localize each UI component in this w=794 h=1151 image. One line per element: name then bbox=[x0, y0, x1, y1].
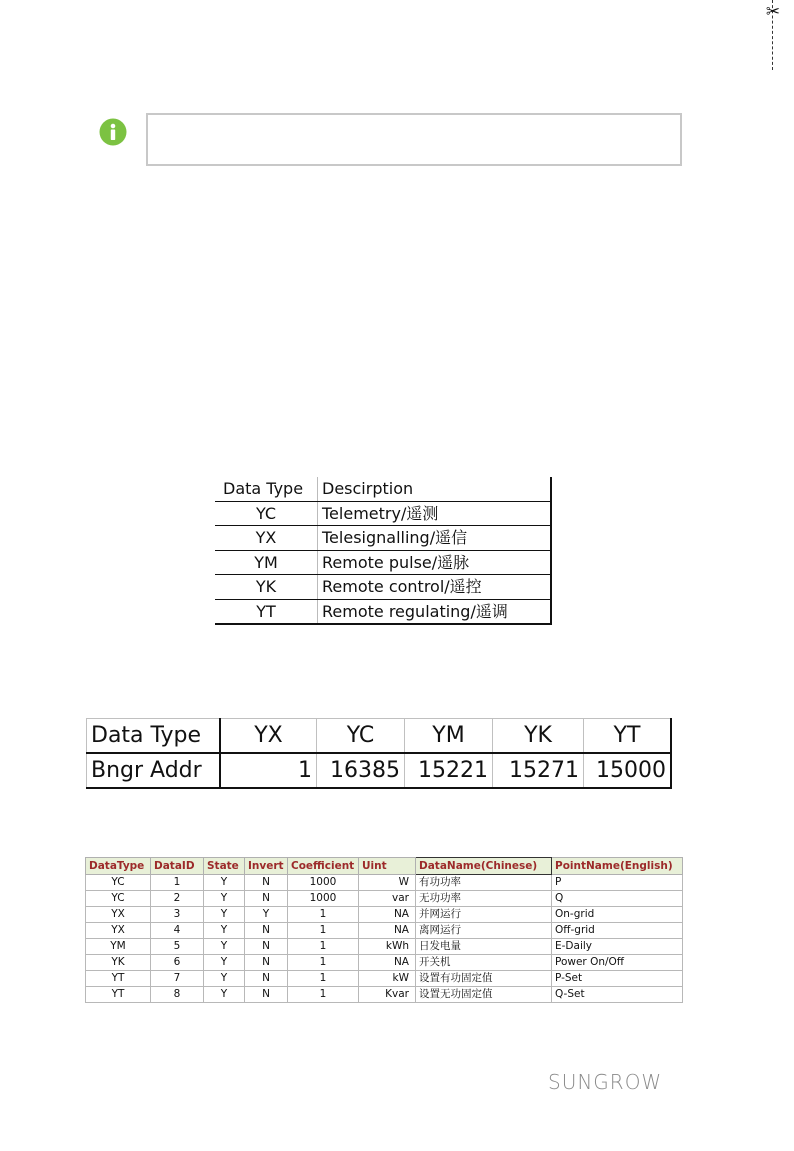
header-cell: DataType bbox=[86, 858, 151, 875]
header-cell: Invert bbox=[245, 858, 288, 875]
table-cell: 1 bbox=[288, 987, 359, 1003]
table-header-row bbox=[86, 858, 683, 875]
table-cell: Y bbox=[204, 891, 245, 907]
table-cell: 3 bbox=[151, 907, 204, 923]
table-cell: 1 bbox=[288, 923, 359, 939]
table-cell: Y bbox=[204, 939, 245, 955]
table-cell: 并网运行 bbox=[416, 907, 552, 923]
table-cell: 1 bbox=[288, 971, 359, 987]
table-header-row bbox=[215, 477, 551, 501]
table-cell: 7 bbox=[151, 971, 204, 987]
table-cell: Telemetry/遥测 bbox=[318, 501, 552, 526]
header-cell: YT bbox=[584, 719, 672, 754]
table-cell: N bbox=[245, 939, 288, 955]
table-cell: Remote regulating/遥调 bbox=[318, 599, 552, 624]
table-cell: On-grid bbox=[552, 907, 683, 923]
table-cell: N bbox=[245, 875, 288, 891]
table-header-row bbox=[87, 719, 672, 754]
table-cell: Y bbox=[245, 907, 288, 923]
table-row bbox=[86, 955, 683, 971]
table-cell: 有功功率 bbox=[416, 875, 552, 891]
table-row bbox=[215, 599, 551, 624]
point-table bbox=[85, 857, 683, 1003]
header-cell: Data Type bbox=[215, 477, 318, 501]
header-cell: Uint bbox=[359, 858, 416, 875]
address-table bbox=[86, 718, 672, 789]
table-cell: Power On/Off bbox=[552, 955, 683, 971]
sungrow-logo: SUNGROW bbox=[548, 1070, 663, 1094]
header-cell-selected: DataName(Chinese) bbox=[416, 858, 552, 875]
table-cell: Remote control/遥控 bbox=[318, 575, 552, 600]
table-cell: 1 bbox=[288, 955, 359, 971]
table-cell: 设置无功固定值 bbox=[416, 987, 552, 1003]
table-cell: 4 bbox=[151, 923, 204, 939]
table-row bbox=[86, 971, 683, 987]
table-cell: 1000 bbox=[288, 875, 359, 891]
table-cell: 日发电量 bbox=[416, 939, 552, 955]
table-cell: 15271 bbox=[493, 753, 584, 788]
table-cell: 6 bbox=[151, 955, 204, 971]
table-cell: YC bbox=[215, 501, 318, 526]
table-cell: N bbox=[245, 971, 288, 987]
table-row bbox=[86, 939, 683, 955]
note-box bbox=[146, 113, 682, 166]
table-cell: YM bbox=[215, 550, 318, 575]
table-cell: 1 bbox=[288, 907, 359, 923]
table-cell: 2 bbox=[151, 891, 204, 907]
table-row bbox=[215, 575, 551, 600]
table-row bbox=[87, 753, 672, 788]
table-row bbox=[215, 501, 551, 526]
table-cell: 5 bbox=[151, 939, 204, 955]
table-cell: 16385 bbox=[317, 753, 405, 788]
table-cell: Y bbox=[204, 971, 245, 987]
table-cell: NA bbox=[359, 955, 416, 971]
table-cell: YC bbox=[86, 875, 151, 891]
row-label: Bngr Addr bbox=[87, 753, 221, 788]
table-row bbox=[86, 907, 683, 923]
table-cell: YT bbox=[86, 971, 151, 987]
table-cell: kW bbox=[359, 971, 416, 987]
header-cell: Descirption bbox=[318, 477, 552, 501]
table-cell: W bbox=[359, 875, 416, 891]
table-cell: YM bbox=[86, 939, 151, 955]
table-cell: Y bbox=[204, 907, 245, 923]
table-cell: 15000 bbox=[584, 753, 672, 788]
table-cell: P bbox=[552, 875, 683, 891]
table-cell: 1 bbox=[151, 875, 204, 891]
table-cell: Y bbox=[204, 875, 245, 891]
table-cell: NA bbox=[359, 923, 416, 939]
header-cell: YM bbox=[405, 719, 493, 754]
table-cell: P-Set bbox=[552, 971, 683, 987]
table-cell: YX bbox=[86, 907, 151, 923]
table-cell: YT bbox=[215, 599, 318, 624]
table-cell: YC bbox=[86, 891, 151, 907]
table-cell: YK bbox=[215, 575, 318, 600]
header-cell: YK bbox=[493, 719, 584, 754]
header-cell: YX bbox=[220, 719, 317, 754]
table-cell: Remote pulse/遥脉 bbox=[318, 550, 552, 575]
table-cell: 15221 bbox=[405, 753, 493, 788]
table-cell: N bbox=[245, 891, 288, 907]
table-row bbox=[86, 875, 683, 891]
table-cell: 设置有功固定值 bbox=[416, 971, 552, 987]
table-cell: 1 bbox=[220, 753, 317, 788]
data-type-table bbox=[215, 477, 552, 625]
table-cell: 开关机 bbox=[416, 955, 552, 971]
header-cell: Coefficient bbox=[288, 858, 359, 875]
table-cell: N bbox=[245, 923, 288, 939]
table-cell: YK bbox=[86, 955, 151, 971]
table-row bbox=[86, 987, 683, 1003]
table-cell: Q-Set bbox=[552, 987, 683, 1003]
table-row bbox=[215, 550, 551, 575]
table-cell: var bbox=[359, 891, 416, 907]
table-row bbox=[215, 526, 551, 551]
header-cell: PointName(English) bbox=[552, 858, 683, 875]
table-cell: YX bbox=[86, 923, 151, 939]
header-cell: YC bbox=[317, 719, 405, 754]
table-cell: NA bbox=[359, 907, 416, 923]
table-cell: kWh bbox=[359, 939, 416, 955]
table-cell: 1 bbox=[288, 939, 359, 955]
table-cell: YT bbox=[86, 987, 151, 1003]
scissors-icon: ✂ bbox=[765, 2, 781, 22]
table-cell: E-Daily bbox=[552, 939, 683, 955]
header-cell: DataID bbox=[151, 858, 204, 875]
table-row bbox=[86, 923, 683, 939]
table-cell: 8 bbox=[151, 987, 204, 1003]
table-row bbox=[86, 891, 683, 907]
table-cell: Off-grid bbox=[552, 923, 683, 939]
table-cell: N bbox=[245, 955, 288, 971]
table-cell: Q bbox=[552, 891, 683, 907]
table-cell: Y bbox=[204, 987, 245, 1003]
table-cell: 离网运行 bbox=[416, 923, 552, 939]
table-cell: 无功功率 bbox=[416, 891, 552, 907]
header-cell: State bbox=[204, 858, 245, 875]
table-cell: Y bbox=[204, 955, 245, 971]
info-icon bbox=[99, 118, 127, 146]
table-cell: 1000 bbox=[288, 891, 359, 907]
header-cell: Data Type bbox=[87, 719, 221, 754]
table-cell: Y bbox=[204, 923, 245, 939]
table-cell: YX bbox=[215, 526, 318, 551]
table-cell: Telesignalling/遥信 bbox=[318, 526, 552, 551]
table-cell: N bbox=[245, 987, 288, 1003]
table-cell: Kvar bbox=[359, 987, 416, 1003]
